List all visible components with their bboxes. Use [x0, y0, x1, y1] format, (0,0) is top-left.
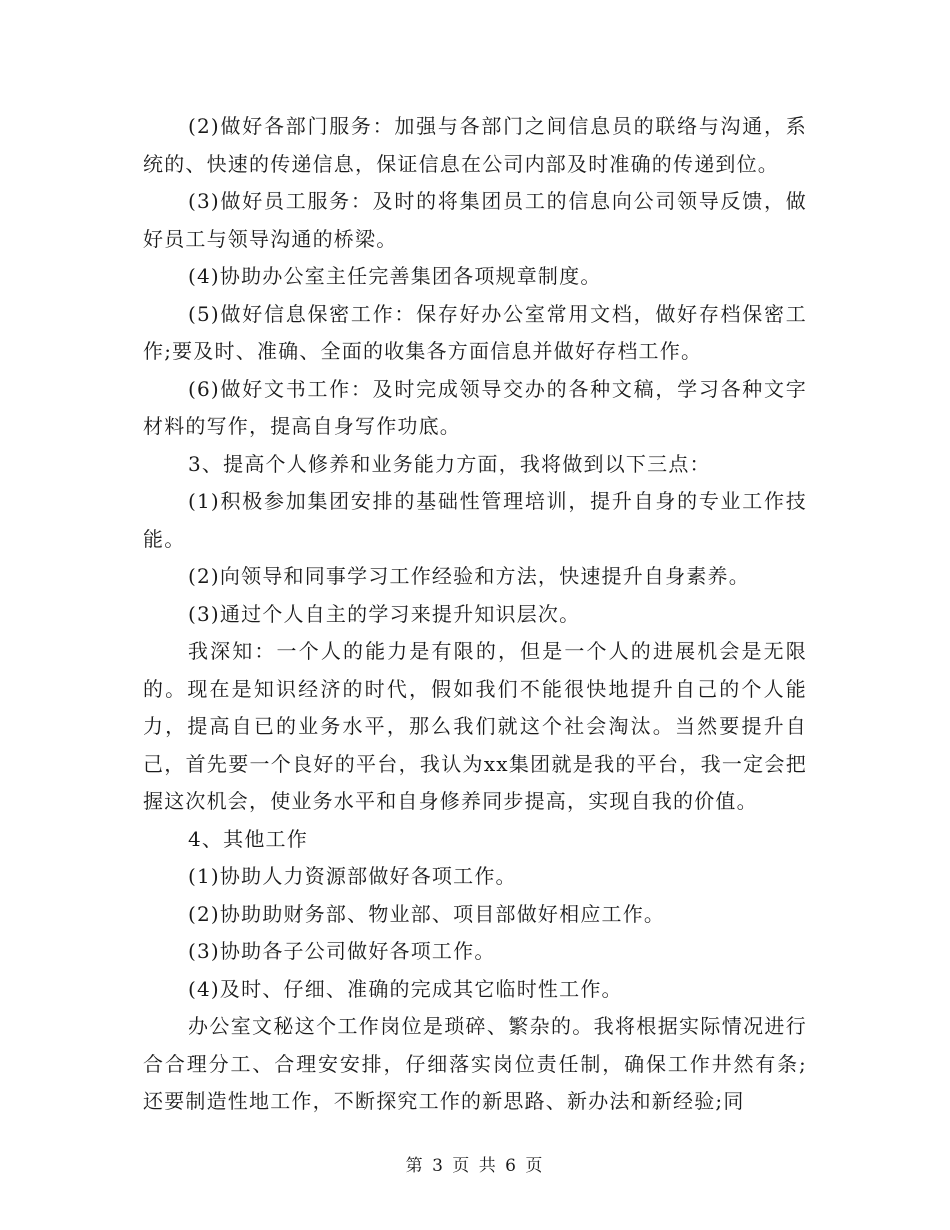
paragraph-finance-support: (2)协助助财务部、物业部、项目部做好相应工作。	[188, 901, 666, 926]
paragraph-reflection: 我深知：一个人的能力是有限的，但是一个人的进展机会是无限的。现在是知识经济的时代，假如我们不能很快地提升自己的个人能力，提高自已的业务水平，那么我们就这个社会淘汰。当然要提升自己，首先要一个良好的平台，我认为xx集团就是我的平台，我一定会把握这次机会，使业务水平和自身修养同步提高，实现自我的价值。	[143, 639, 807, 813]
section-heading-self-improvement: 3、提高个人修养和业务能力方面，我将做到以下三点：	[188, 451, 711, 476]
paragraph-closing: 办公室文秘这个工作岗位是琐碎、繁杂的。我将根据实际情况进行合合理分工、合理安安排，仔细落实岗位责任制，确保工作井然有条;还要制造性地工作，不断探究工作的新思路、新办法和新经验;同	[143, 1014, 807, 1113]
page-footer	[0, 1151, 950, 1176]
paragraph-staff-service: (3)做好员工服务：及时的将集团员工的信息向公司领导反馈，做好员工与领导沟通的桥梁。	[143, 189, 807, 251]
page-number-label: 第 3 页 共 6 页	[405, 1156, 545, 1176]
paragraph-self-study: (3)通过个人自主的学习来提升知识层次。	[188, 601, 581, 626]
paragraph-confidentiality: (5)做好信息保密工作：保存好办公室常用文档，做好存档保密工作;要及时、准确、全面的收集各方面信息并做好存档工作。	[143, 301, 807, 363]
paragraph-documents: (6)做好文书工作：及时完成领导交办的各种文稿，学习各种文字材料的写作，提高自身写作功底。	[143, 376, 807, 438]
paragraph-rules: (4)协助办公室主任完善集团各项规章制度。	[188, 264, 602, 288]
paragraph-dept-service: (2)做好各部门服务：加强与各部门之间信息员的联络与沟通，系统的、快速的传递信息，保证信息在公司内部及时准确的传递到位。	[143, 114, 807, 176]
paragraph-temporary-work: (4)及时、仔细、准确的完成其它临时性工作。	[188, 976, 623, 1001]
paragraph-hr-support: (1)协助人力资源部做好各项工作。	[188, 864, 517, 888]
paragraph-learn-from-colleagues: (2)向领导和同事学习工作经验和方法，快速提升自身素养。	[188, 564, 750, 588]
section-heading-other-work: 4、其他工作	[188, 826, 308, 851]
paragraph-training: (1)积极参加集团安排的基础性管理培训，提升自身的专业工作技能。	[143, 489, 807, 551]
document-body	[143, 108, 807, 1121]
paragraph-subsidiary-support: (3)协助各子公司做好各项工作。	[188, 939, 496, 963]
